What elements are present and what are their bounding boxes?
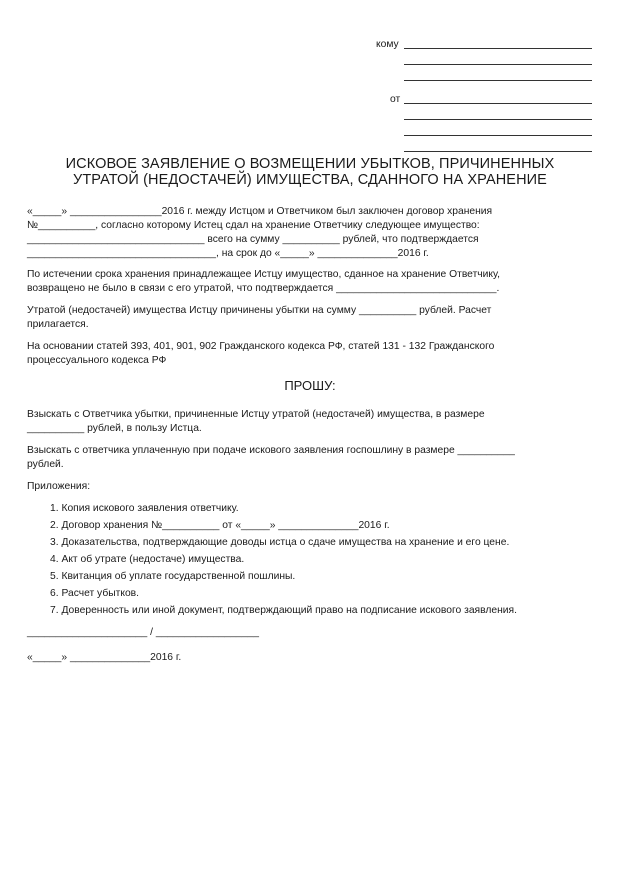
from-field-line-3[interactable] bbox=[404, 135, 592, 136]
from-label: от bbox=[390, 94, 401, 105]
paragraph-contract-line-2: №__________, согласно которому Истец сдал на хранение Ответчику следующее имущество: bbox=[27, 220, 480, 231]
from-field-line-1[interactable] bbox=[404, 103, 592, 104]
appendix-label: Приложения: bbox=[27, 481, 91, 492]
appendix-item: 2. Договор хранения №__________ от «_____» ______________2016 г. bbox=[50, 520, 390, 531]
request-damages-line-2: __________ рублей, в пользу Истца. bbox=[27, 423, 202, 434]
document-title-line-1: ИСКОВОЕ ЗАЯВЛЕНИЕ О ВОЗМЕЩЕНИИ УБЫТКОВ, ПРИЧИНЕННЫХ bbox=[65, 156, 555, 172]
appendix-item: 3. Доказательства, подтверждающие доводы истца о сдаче имущества на хранение и его цене. bbox=[50, 537, 510, 548]
paragraph-damages-line-1: Утратой (недостачей) имущества Истцу причинены убытки на сумму __________ рублей. Расчет bbox=[27, 305, 492, 316]
appendix-list bbox=[50, 500, 517, 619]
paragraph-contract-line-4: _________________________________, на срок до «_____» ______________2016 г. bbox=[27, 248, 429, 259]
paragraph-loss-line-2: возвращено не было в связи с его утратой, что подтверждается ____________________________. bbox=[27, 283, 500, 294]
date-line[interactable]: «_____» ______________2016 г. bbox=[27, 652, 182, 663]
paragraph-contract-line-3: _______________________________ всего на сумму __________ рублей, что подтверждается bbox=[27, 234, 479, 245]
to-field-line-3[interactable] bbox=[404, 80, 592, 81]
signature-line[interactable]: _____________________ / __________________ bbox=[27, 627, 259, 638]
paragraph-loss-line-1: По истечении срока хранения принадлежащее Истцу имущество, сданное на хранение Ответчику, bbox=[27, 269, 501, 280]
paragraph-legal-basis-line-2: процессуального кодекса РФ bbox=[27, 355, 167, 366]
to-field-line-1[interactable] bbox=[404, 48, 592, 49]
appendix-item: 1. Копия искового заявления ответчику. bbox=[50, 503, 239, 514]
request-damages-line-1: Взыскать с Ответчика убытки, причиненные Истцу утратой (недостачей) имущества, в размере bbox=[27, 409, 485, 420]
appendix-item: 7. Доверенность или иной документ, подтверждающий право на подписание искового заявления. bbox=[50, 605, 517, 616]
from-field-line-2[interactable] bbox=[404, 119, 592, 120]
appendix-item: 6. Расчет убытков. bbox=[50, 588, 140, 599]
paragraph-damages-line-2: прилагается. bbox=[27, 319, 89, 330]
request-heading: ПРОШУ: bbox=[284, 378, 336, 393]
to-label: кому bbox=[376, 39, 399, 50]
appendix-item: 5. Квитанция об уплате государственной пошлины. bbox=[50, 571, 296, 582]
document-title-line-2: УТРАТОЙ (НЕДОСТАЧЕЙ) ИМУЩЕСТВА, СДАННОГО НА ХРАНЕНИЕ bbox=[73, 172, 547, 188]
request-fee-line-2: рублей. bbox=[27, 459, 64, 470]
appendix-item: 4. Акт об утрате (недостаче) имущества. bbox=[50, 554, 245, 565]
paragraph-contract-line-1: «_____» ________________2016 г. между Истцом и Ответчиком был заключен договор хранения bbox=[27, 206, 493, 217]
to-field-line-2[interactable] bbox=[404, 64, 592, 65]
from-field-line-4[interactable] bbox=[404, 151, 592, 152]
request-fee-line-1: Взыскать с ответчика уплаченную при подаче искового заявления госпошлину в размере __________ bbox=[27, 445, 515, 456]
paragraph-legal-basis-line-1: На основании статей 393, 401, 901, 902 Гражданского кодекса РФ, статей 131 - 132 Гражданского bbox=[27, 341, 495, 352]
